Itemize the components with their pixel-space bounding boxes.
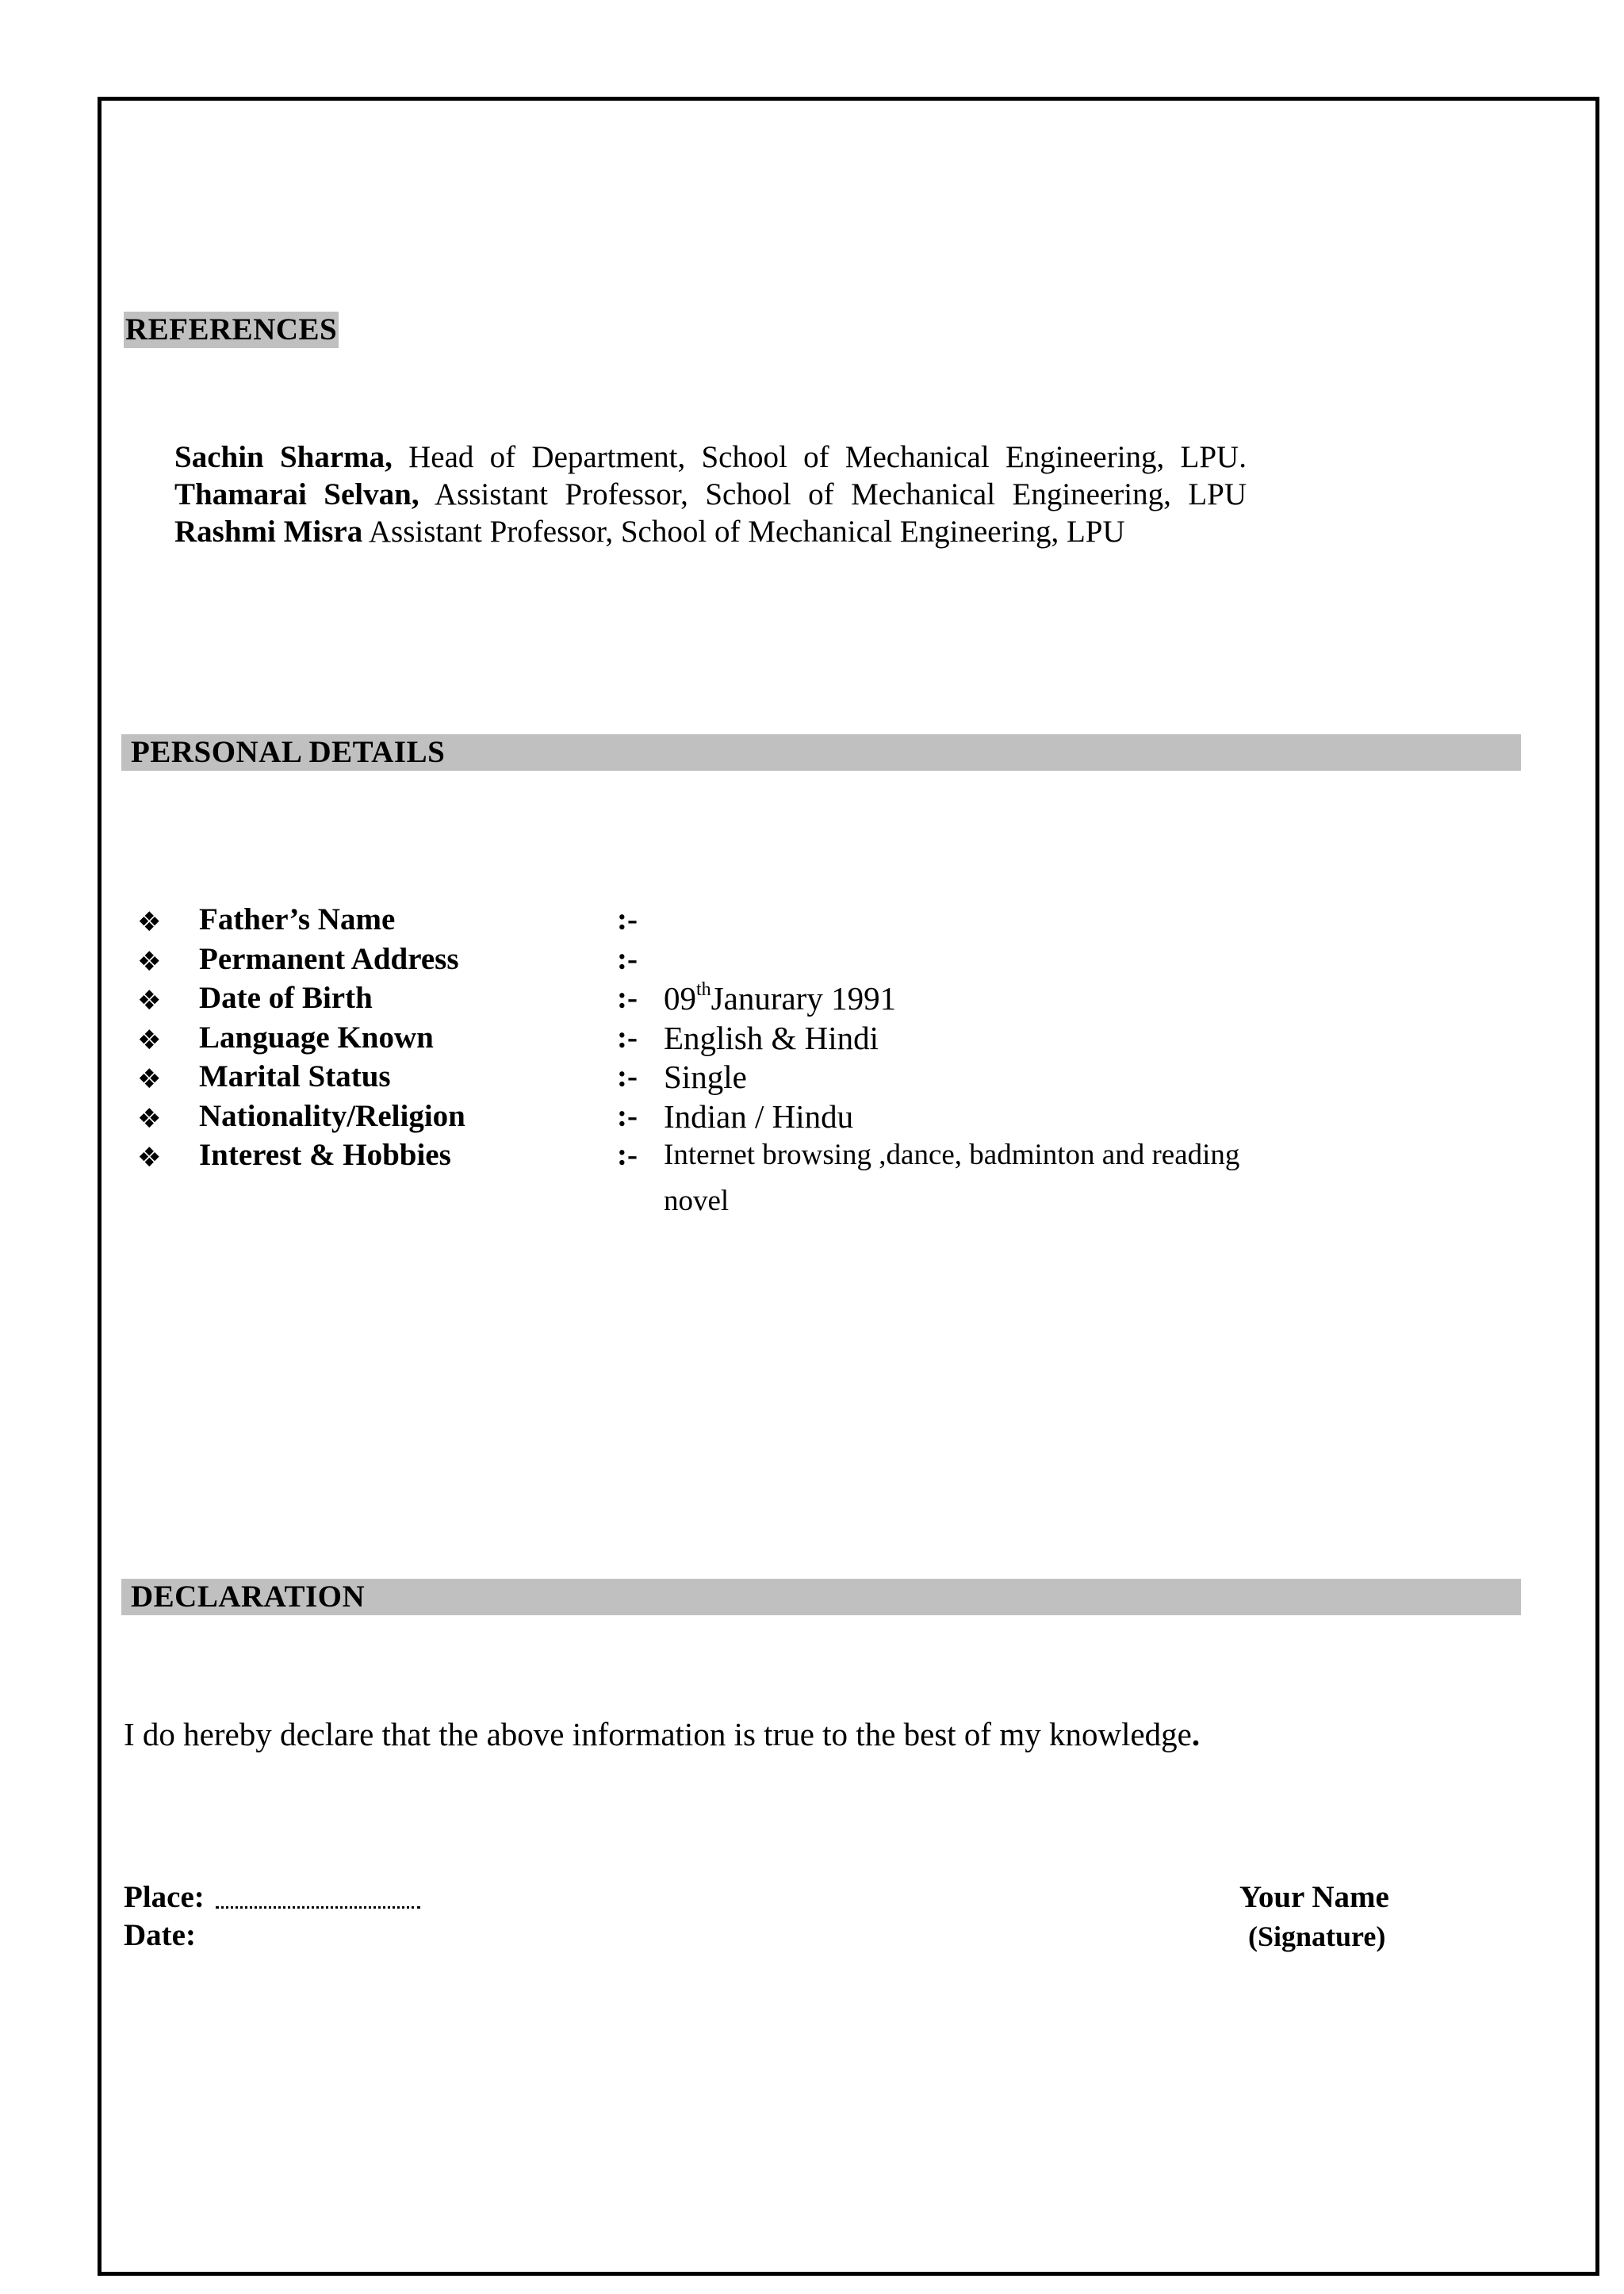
references-paragraph [174, 439, 1247, 550]
signature-label: (Signature) [1248, 1921, 1386, 1952]
detail-label: Date of Birth [199, 981, 373, 1015]
diamond-bullet-icon: ❖ [137, 1102, 162, 1135]
detail-label: Father’s Name [199, 902, 396, 936]
reference-name: Sachin Sharma, [174, 440, 393, 474]
detail-value-overflow: novel [664, 1185, 730, 1217]
detail-separator: :- [617, 941, 638, 976]
date-label: Date: [124, 1918, 196, 1952]
detail-separator: :- [617, 902, 638, 936]
diamond-bullet-icon: ❖ [137, 985, 162, 1017]
declaration-text: I do hereby declare that the above information is true to the best of my knowledge [124, 1716, 1192, 1752]
detail-value: Indian / Hindu [664, 1097, 854, 1135]
detail-row-date-of-birth [137, 980, 1327, 1020]
personal-details-list [137, 902, 1327, 1217]
place-input-line[interactable] [216, 1906, 420, 1909]
place-label: Place: [124, 1880, 205, 1914]
detail-value: Internet browsing ,dance, badminton and reading [664, 1139, 1240, 1171]
diamond-bullet-icon: ❖ [137, 945, 162, 978]
detail-row-permanent-address [137, 941, 1327, 981]
dob-day: 09 [664, 980, 696, 1017]
detail-label: Language Known [199, 1020, 434, 1055]
detail-value [664, 980, 896, 1017]
detail-label: Permanent Address [199, 941, 459, 976]
declaration-end-mark: . [1191, 1716, 1201, 1752]
reference-name: Rashmi Misra [174, 515, 363, 549]
detail-row-marital-status [137, 1059, 1327, 1098]
detail-label: Interest & Hobbies [199, 1138, 451, 1172]
detail-row-language-known [137, 1020, 1327, 1059]
detail-row-nationality-religion [137, 1098, 1327, 1138]
diamond-bullet-icon: ❖ [137, 1142, 162, 1174]
reference-detail: Head of Department, School of Mechanical Engineering, LPU. [392, 440, 1247, 474]
dob-rest: Janurary 1991 [710, 980, 897, 1017]
detail-separator: :- [617, 1020, 638, 1055]
references-heading: REFERENCES [125, 312, 338, 347]
diamond-bullet-icon: ❖ [137, 906, 162, 938]
reference-detail: Assistant Professor, School of Mechanical Engineering, LPU [362, 515, 1125, 549]
diamond-bullet-icon: ❖ [137, 1063, 162, 1095]
detail-separator: :- [617, 1059, 638, 1093]
detail-row-fathers-name [137, 902, 1327, 941]
detail-value: English & Hindi [664, 1019, 879, 1056]
personal-details-heading: PERSONAL DETAILS [121, 734, 1521, 771]
detail-separator: :- [617, 981, 638, 1015]
diamond-bullet-icon: ❖ [137, 1024, 162, 1056]
declaration-heading: DECLARATION [121, 1579, 1521, 1615]
detail-label: Marital Status [199, 1059, 391, 1093]
your-name-label: Your Name [1239, 1880, 1389, 1914]
dob-suffix: th [696, 979, 711, 1000]
detail-label: Nationality/Religion [199, 1098, 465, 1133]
reference-detail: Assistant Professor, School of Mechanical Engineering, LPU [419, 477, 1247, 511]
declaration-statement [124, 1715, 1200, 1753]
detail-separator: :- [617, 1098, 638, 1133]
detail-separator: :- [617, 1138, 638, 1172]
detail-value: Single [664, 1059, 747, 1095]
detail-row-interest-hobbies [137, 1137, 1327, 1217]
reference-name: Thamarai Selvan, [174, 477, 419, 511]
